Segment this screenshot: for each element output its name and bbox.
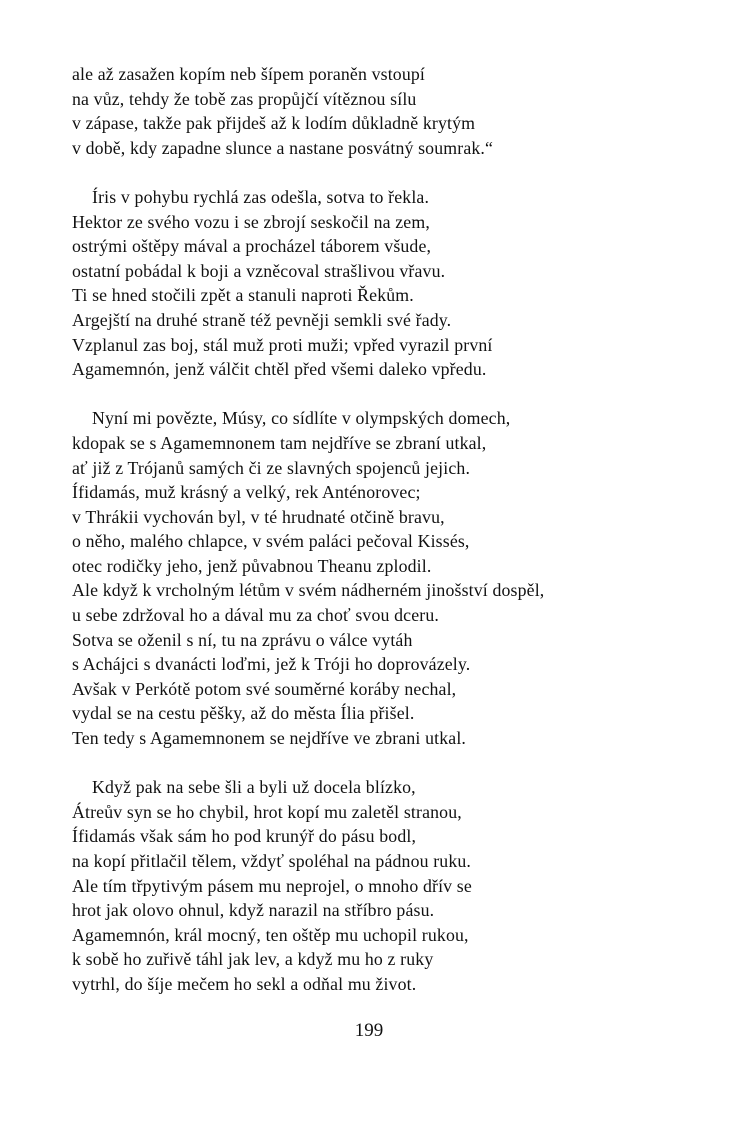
poem-line: kdopak se s Agamemnonem tam nejdříve se zbraní utkal, [72, 432, 487, 453]
poem-line: ale až zasažen kopím neb šípem poraněn vstoupí [72, 64, 426, 84]
poem-line: k sobě ho zuřivě táhl jak lev, a když mu ho z ruky [72, 949, 434, 970]
poem-line: u sebe zdržoval ho a dával mu za choť svou dceru. [72, 605, 439, 626]
poem-line: ostrými oštěpy mával a procházel táborem všude, [72, 236, 432, 257]
poem-line: na kopí přitlačil tělem, vždyť spoléhal na pádnou ruku. [72, 851, 472, 871]
poem-line: otec rodičky jeho, jenž půvabnou Theanu zplodil. [72, 555, 432, 576]
poem-line: Átreův syn se ho chybil, hrot kopí mu zaletěl stranou, [72, 801, 462, 822]
poem-line: o něho, malého chlapce, v svém paláci pečoval Kissés, [72, 531, 470, 552]
poem-line: Avšak v Perkótě potom své souměrné koráby nechal, [72, 678, 457, 699]
poem-line: Vzplanul zas boj, stál muž proti muži; vpřed vyrazil první [72, 334, 493, 355]
poem-line: Agamemnón, král mocný, ten oštěp mu uchopil rukou, [72, 924, 469, 945]
poem-line: hrot jak olovo ohnul, když narazil na stříbro pásu. [72, 900, 435, 921]
page-number: 199 [354, 1020, 384, 1041]
stanza-2 [72, 185, 712, 382]
poem-line: Hektor ze svého vozu i se zbrojí seskočil na zem, [72, 211, 430, 232]
poem-line: vytrhl, do šíje mečem ho sekl a odňal mu život. [72, 973, 417, 994]
stanza-4 [72, 775, 712, 996]
poem-line: Ífidamás však sám ho pod krunýř do pásu bodl, [72, 826, 417, 847]
poem-text [72, 62, 712, 1021]
poem-line: Ti se hned stočili zpět a stanuli naproti Řekům. [72, 285, 414, 306]
poem-line: Nyní mi povězte, Músy, co sídlíte v olympských domech, [92, 408, 511, 429]
poem-line: Agamemnón, jenž válčit chtěl před všemi daleko vpředu. [72, 359, 487, 380]
poem-line: v době, kdy zapadne slunce a nastane posvátný soumrak.“ [72, 137, 494, 158]
poem-line: Argejští na druhé straně též pevněji semkli své řady. [72, 309, 452, 330]
poem-line: Sotva se oženil s ní, tu na zprávu o válce vytáh [72, 629, 413, 650]
poem-line: na vůz, tehdy že tobě zas propůjčí vítěznou sílu [72, 88, 417, 109]
poem-line: Ten tedy s Agamemnonem se nejdříve ve zbrani utkal. [72, 728, 467, 749]
poem-line: ostatní pobádal k boji a vzněcoval strašlivou vřavu. [72, 260, 446, 281]
poem-line: Íris v pohybu rychlá zas odešla, sotva to řekla. [92, 186, 430, 207]
poem-line: Ale tím třpytivým pásem mu neprojel, o mnoho dřív se [72, 875, 472, 896]
stanza-3 [72, 406, 712, 750]
poem-line: Ale když k vrcholným létům v svém nádherném jinošství dospěl, [72, 580, 545, 601]
poem-line: vydal se na cestu pěšky, až do města Ília přišel. [72, 703, 415, 724]
poem-line: v Thrákii vychován byl, v té hrudnaté otčině bravu, [72, 506, 445, 527]
poem-line: ať již z Trójanů samých či ze slavných spojenců jejich. [72, 457, 471, 478]
poem-line: v zápase, takže pak přijdeš až k lodím důkladně krytým [72, 113, 476, 134]
poem-line: s Achájci s dvanácti loďmi, jež k Tróji ho doprovázely. [72, 654, 471, 675]
poem-line: Ífidamás, muž krásný a velký, rek Anténorovec; [72, 482, 421, 503]
stanza-1 [72, 62, 712, 160]
poem-line: Když pak na sebe šli a byli už docela blízko, [92, 777, 416, 798]
